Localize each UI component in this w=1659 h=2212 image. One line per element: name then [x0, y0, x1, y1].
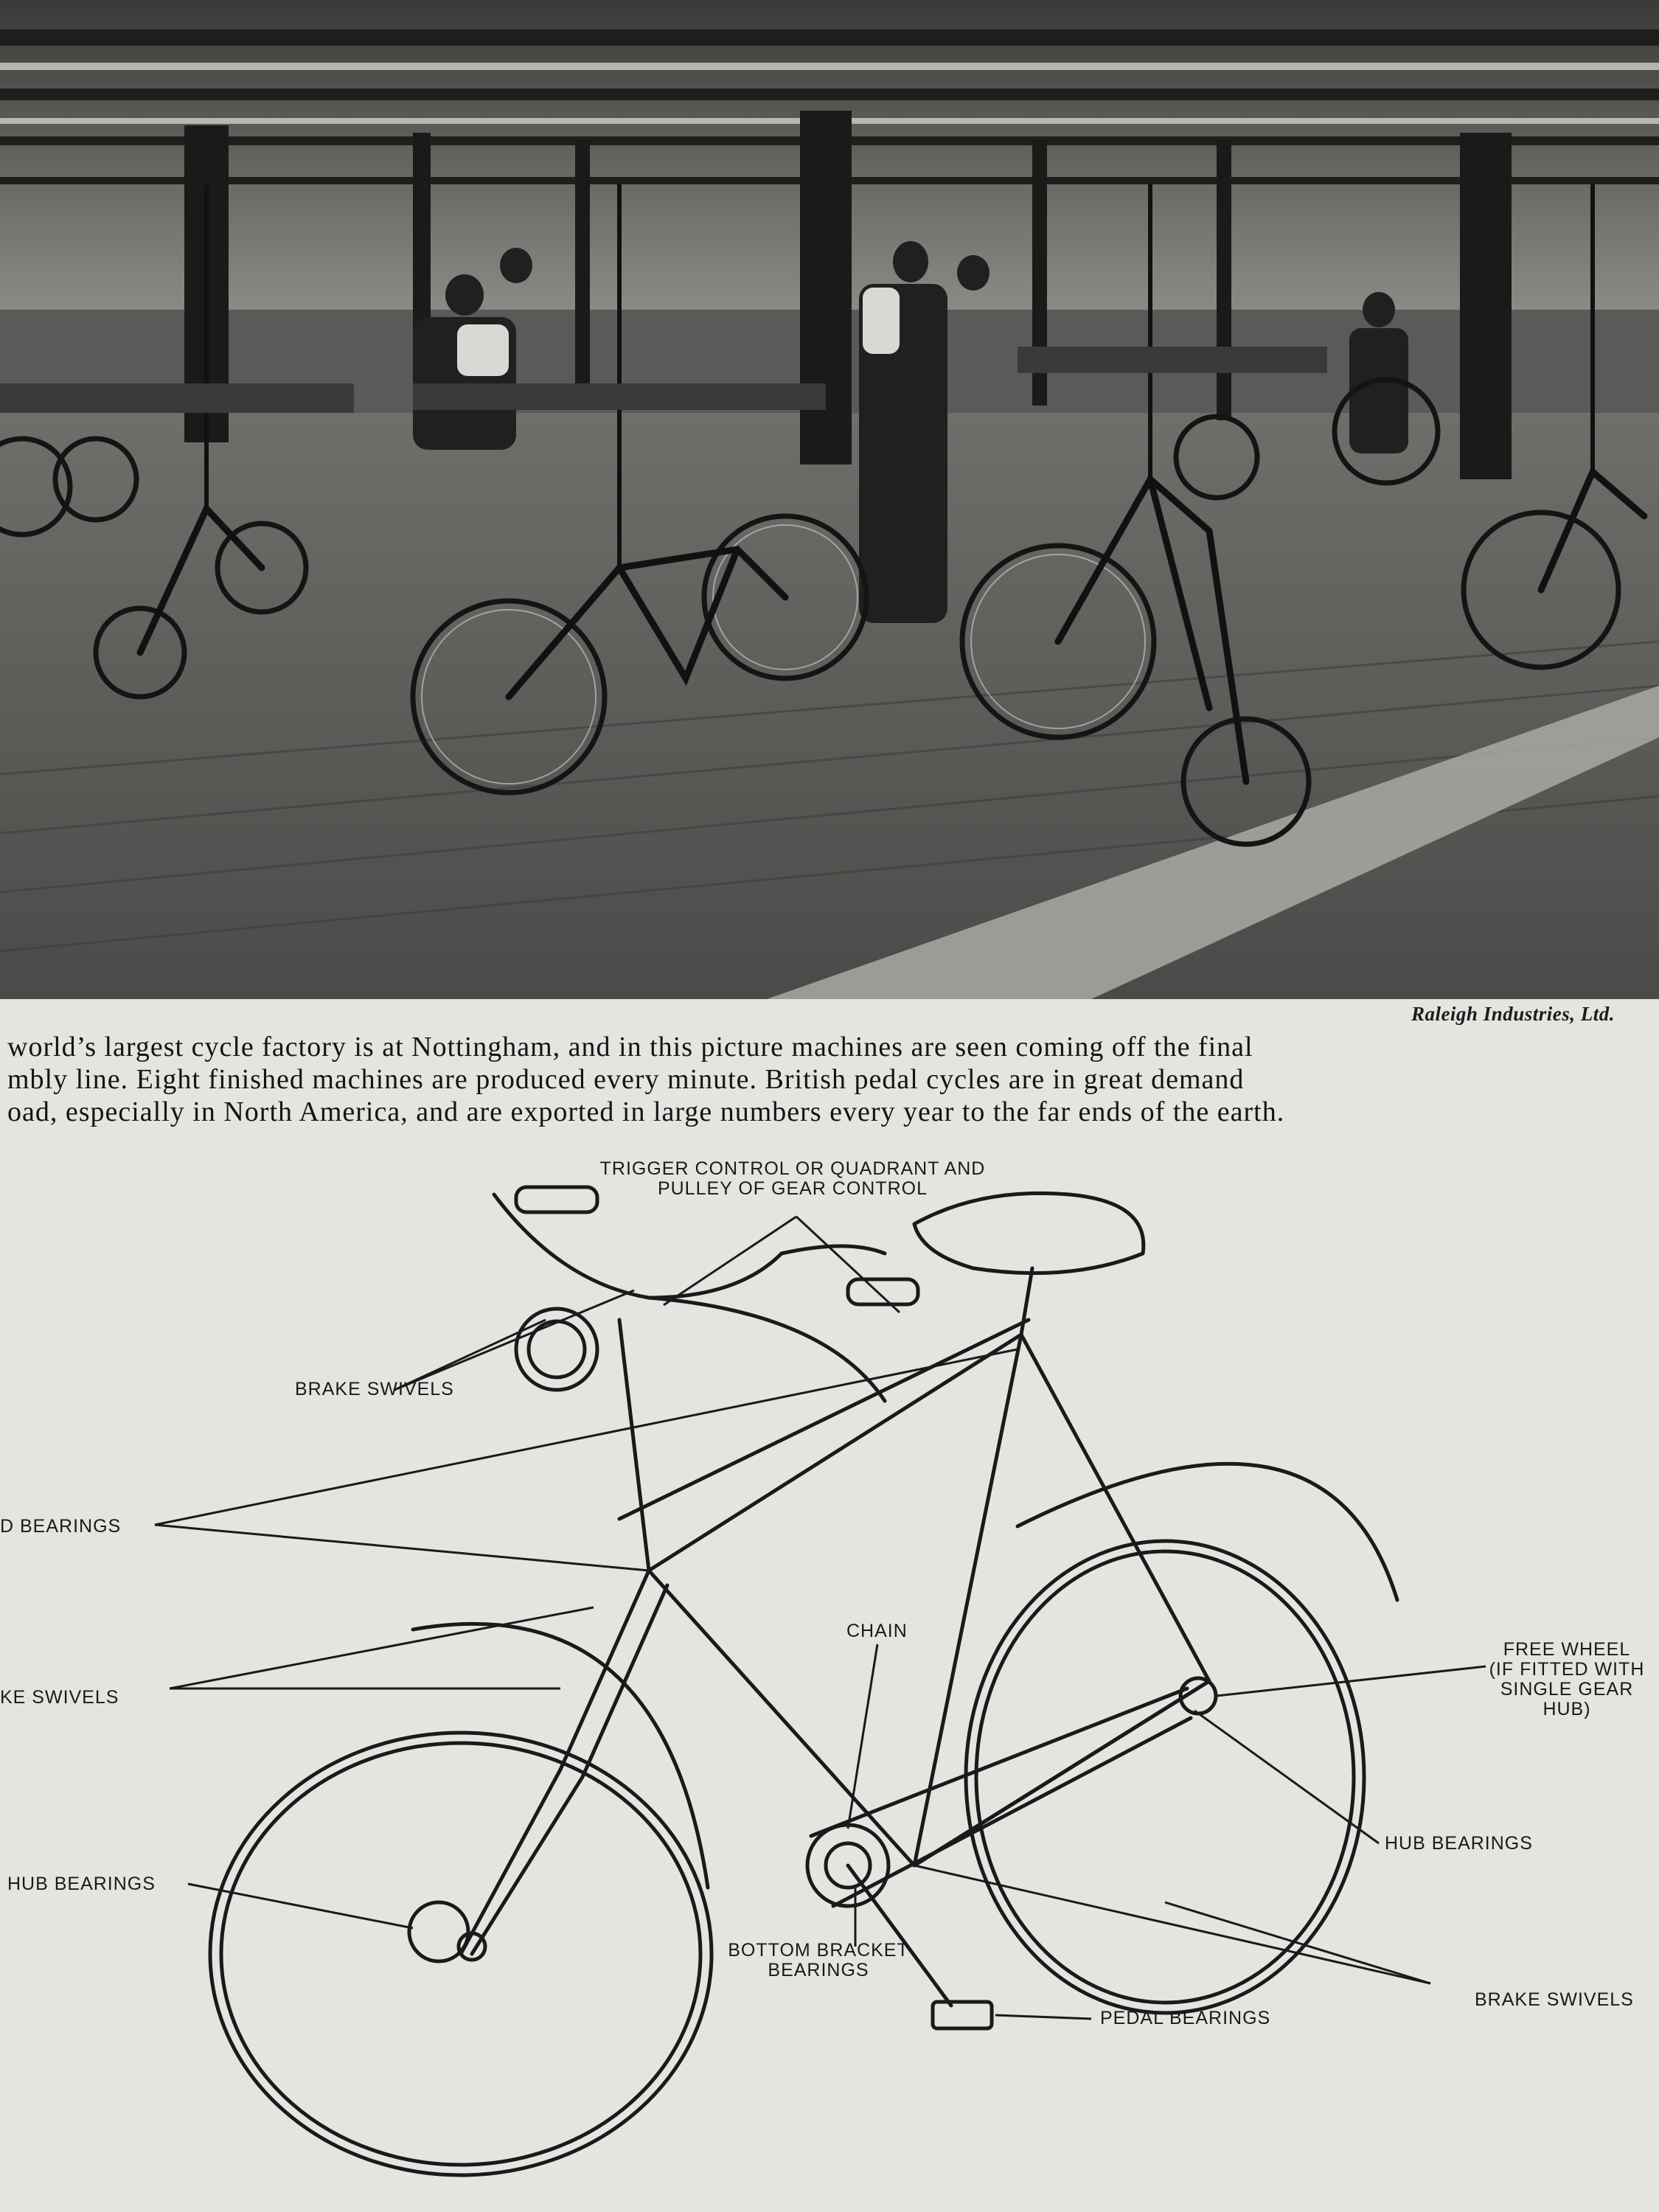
free-wheel-label-line-4: HUB): [1543, 1699, 1591, 1719]
brake-swivels-left-label: KE SWIVELS: [0, 1687, 119, 1708]
gear-control-label-line-1: TRIGGER CONTROL OR QUADRANT AND: [599, 1158, 986, 1179]
factory-photo-illustration: [0, 0, 1659, 999]
bottom-bracket-label-line-1: BOTTOM BRACKET: [728, 1940, 909, 1961]
free-wheel-label-line-2: (IF FITTED WITH: [1489, 1659, 1645, 1680]
bicycle-diagram: [0, 1139, 1659, 2212]
free-wheel-label-line-1: FREE WHEEL: [1503, 1639, 1631, 1660]
caption-line-2: mbly line. Eight finished machines are produced every minute. British pedal cycles are in great demand: [7, 1064, 1245, 1095]
caption-line-3: oad, especially in North America, and are exported in large numbers every year to the far ends of the earth.: [7, 1096, 1285, 1127]
pedal-bearings-label: PEDAL BEARINGS: [1100, 2008, 1271, 2028]
bottom-bracket-label-line-2: BEARINGS: [768, 1960, 869, 1980]
factory-photograph: [0, 0, 1659, 999]
head-bearings-label: D BEARINGS: [0, 1516, 122, 1537]
front-hub-bearings-label: HUB BEARINGS: [7, 1874, 156, 1894]
gear-control-label-line-2: PULLEY OF GEAR CONTROL: [657, 1178, 928, 1199]
caption-line-1: world’s largest cycle factory is at Nottingham, and in this picture machines are seen coming off the final: [7, 1032, 1253, 1062]
rear-hub-bearings-label: HUB BEARINGS: [1385, 1833, 1533, 1854]
photo-credit: Raleigh Industries, Ltd.: [1411, 1003, 1615, 1025]
rear-wheel: [966, 1541, 1364, 2013]
chain-label: CHAIN: [846, 1621, 908, 1641]
bicycle-line-drawing: [0, 1139, 1659, 2212]
free-wheel-label-line-3: SINGLE GEAR: [1500, 1679, 1634, 1700]
brake-swivels-right-label: BRAKE SWIVELS: [1475, 1989, 1634, 2010]
brake-swivels-top-label: BRAKE SWIVELS: [295, 1379, 454, 1399]
photo-caption: [0, 1031, 1659, 1128]
